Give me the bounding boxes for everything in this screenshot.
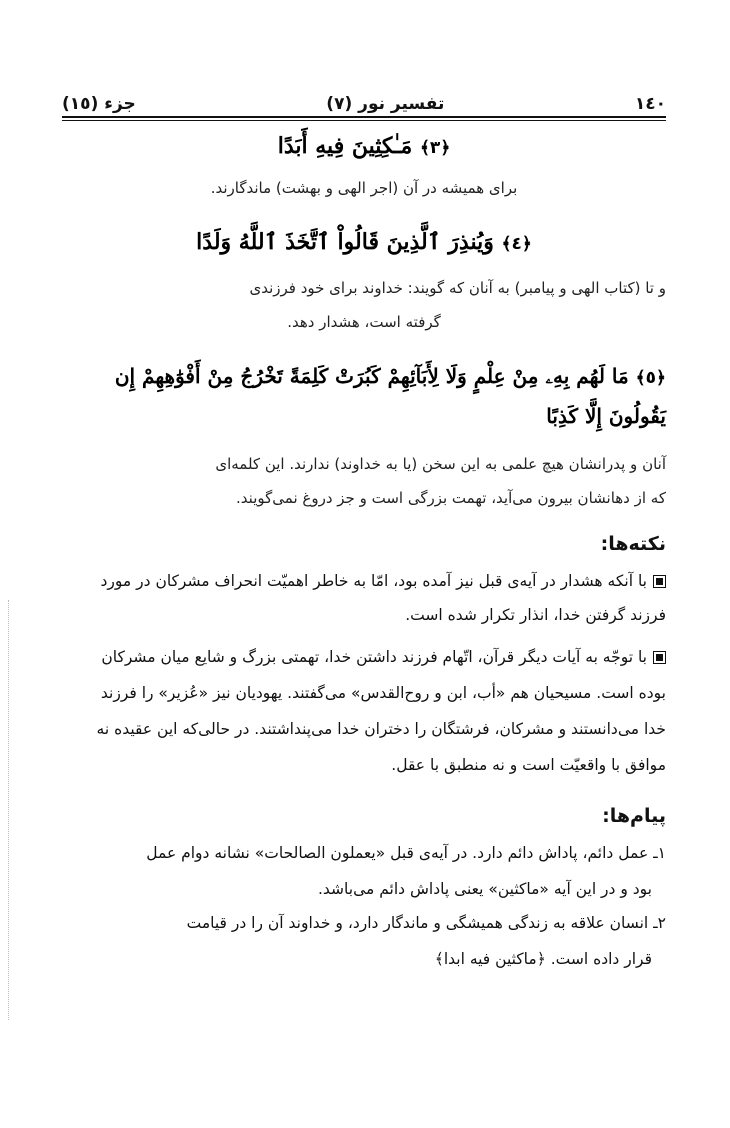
verse-text: مَا لَهُم بِهِۦ مِنْ عِلْمٍ وَلَا لِأَبَآئِهِمْ كَبُرَتْ كَلِمَةً تَخْرُجُ مِنْ أَفْوَٰهِهِمْ إِن	[114, 364, 629, 388]
verse-5-arabic-line1	[62, 356, 666, 398]
verse-number: ﴿٣﴾	[419, 138, 451, 158]
note-2-line4: موافق با واقعیّت است و نه منطبق با عقل.	[391, 756, 666, 774]
header-rule-thick	[62, 116, 666, 118]
verse-4-arabic	[62, 222, 666, 264]
message-2-line1: ۲ـ انسان علاقه به زندگی همیشگی و ماندگار دارد، و خداوند آن را در قیامت	[186, 914, 666, 932]
message-1-line1: ۱ـ عمل دائم، پاداش دائم دارد. در آیه‌ی قبل «یعملون الصالحات» نشانه دوام عمل	[146, 844, 666, 862]
verse-text: وَيُنذِرَ ٱلَّذِينَ قَالُواْ ٱتَّخَذَ ٱللَّهُ وَلَدًا	[196, 229, 494, 255]
note-1-line2: فرزند گرفتن خدا، انذار تکرار شده است.	[405, 606, 666, 624]
header-rule-thin	[62, 120, 666, 121]
square-bullet-icon	[653, 575, 666, 588]
messages-heading: پیام‌ها:	[602, 805, 666, 827]
note-1-line1: با آنکه هشدار در آیه‌ی قبل نیز آمده بود، امّا به خاطر اهمیّت انحراف مشرکان در مورد	[62, 564, 666, 598]
note-2-line3: خدا می‌دانستند و مشرکان، فرشتگان را دختران خدا می‌پنداشتند. در حالی‌که این عقیده نه	[96, 720, 666, 738]
notes-heading: نکته‌ها:	[600, 533, 666, 555]
verse-5-translation-line2: که از دهانشان بیرون می‌آید، تهمت بزرگی است و جز دروغ نمی‌گویند.	[236, 489, 666, 507]
juz-label: جزء (١٥)	[62, 94, 136, 114]
note-2-line2: بوده است. مسیحیان هم «أب، ابن و روح‌القدس» می‌گفتند. یهودیان نیز «عُزیر» را فرزند	[100, 684, 666, 702]
message-1-line2: بود و در این آیه «ماکثین» یعنی پاداش دائم می‌باشد.	[317, 880, 652, 898]
square-bullet-icon	[653, 651, 666, 664]
verse-text: مَـٰكِثِينَ فِيهِ أَبَدًا	[277, 133, 413, 159]
note-2-line1: با توجّه به آیات دیگر قرآن، اتّهام فرزند داشتن خدا، تهمتی بزرگ و شایع میان مشرکان	[62, 640, 666, 674]
page-number: ١٤٠	[634, 94, 666, 114]
verse-number: ﴿٥﴾	[635, 368, 666, 388]
verse-5-arabic-line2: يَقُولُونَ إِلَّا كَذِبًا	[546, 404, 666, 428]
message-2-line2: قرار داده است. ﴿ماکثین فیه ابدا﴾	[434, 950, 652, 968]
verse-3-translation: برای همیشه در آن (اجر الهی و بهشت) ماندگارند.	[210, 179, 518, 197]
verse-5-translation-line1: آنان و پدرانشان هیچ علمی به این سخن (یا به خداوند) ندارند. این کلمه‌ای	[215, 455, 666, 473]
verse-number: ﴿٤﴾	[501, 234, 532, 254]
page-header	[62, 84, 666, 114]
book-title: تفسیر نور (٧)	[326, 94, 445, 114]
scan-edge-marks	[8, 600, 10, 1020]
verse-3-arabic	[62, 126, 666, 168]
verse-4-translation-line1: و تا (کتاب الهی و پیامبر) به آنان که گویند: خداوند برای خود فرزندی	[249, 279, 666, 297]
verse-4-translation-line2: گرفته است، هشدار دهد.	[287, 313, 441, 331]
